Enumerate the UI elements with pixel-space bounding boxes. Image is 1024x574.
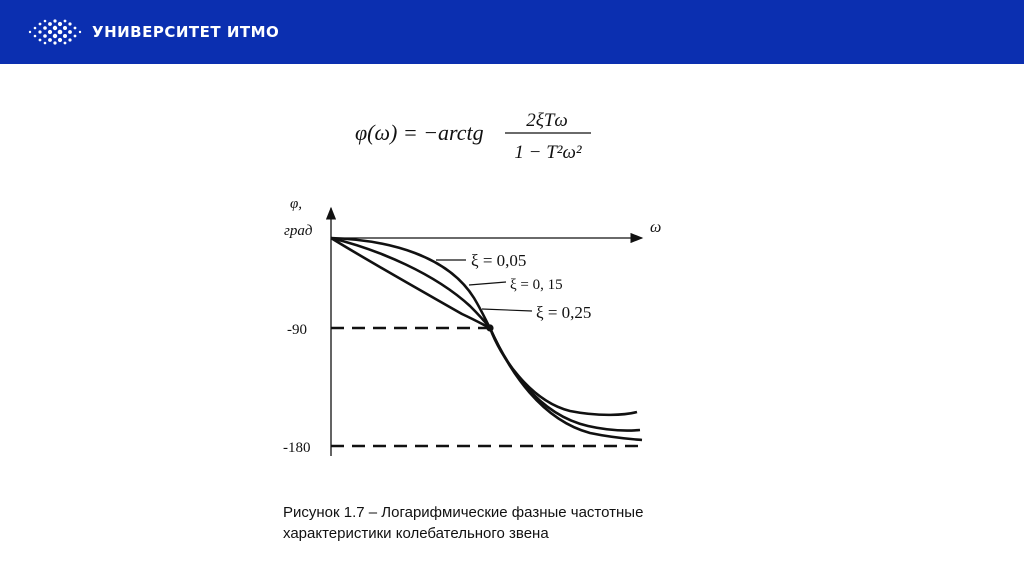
phase-formula xyxy=(355,100,615,168)
header-bar xyxy=(0,0,1024,64)
curve-label-0-05: ξ = 0,05 xyxy=(471,251,527,270)
itmo-dots-logo-icon xyxy=(26,17,84,47)
caption-line-2: характеристики колебательного звена xyxy=(283,525,549,542)
itmo-logo[interactable] xyxy=(26,17,279,47)
formula-denominator: 1 − T²ω² xyxy=(514,142,582,163)
x-axis-symbol: ω xyxy=(650,219,662,236)
y-axis-symbol: φ, xyxy=(290,196,303,212)
formula-lhs: φ(ω) = −arctg xyxy=(355,120,484,145)
caption-line-1: Рисунок 1.7 – Логарифмические фазные частотные xyxy=(283,504,644,521)
tick-label-minus180: -180 xyxy=(283,440,311,456)
curve-label-0-15: ξ = 0, 15 xyxy=(510,277,563,293)
leader-line-0-25 xyxy=(482,309,532,311)
tick-label-minus90: -90 xyxy=(287,322,307,338)
curve-label-0-25: ξ = 0,25 xyxy=(536,303,592,322)
phase-response-figure xyxy=(270,186,690,466)
leader-line-0-15 xyxy=(469,282,506,285)
y-axis-unit: град xyxy=(284,223,313,239)
inflection-point xyxy=(486,324,493,331)
formula-numerator: 2ξTω xyxy=(526,110,568,131)
brand-text: УНИВЕРСИТЕТ ИТМО xyxy=(92,23,280,41)
figure-caption xyxy=(283,502,803,544)
